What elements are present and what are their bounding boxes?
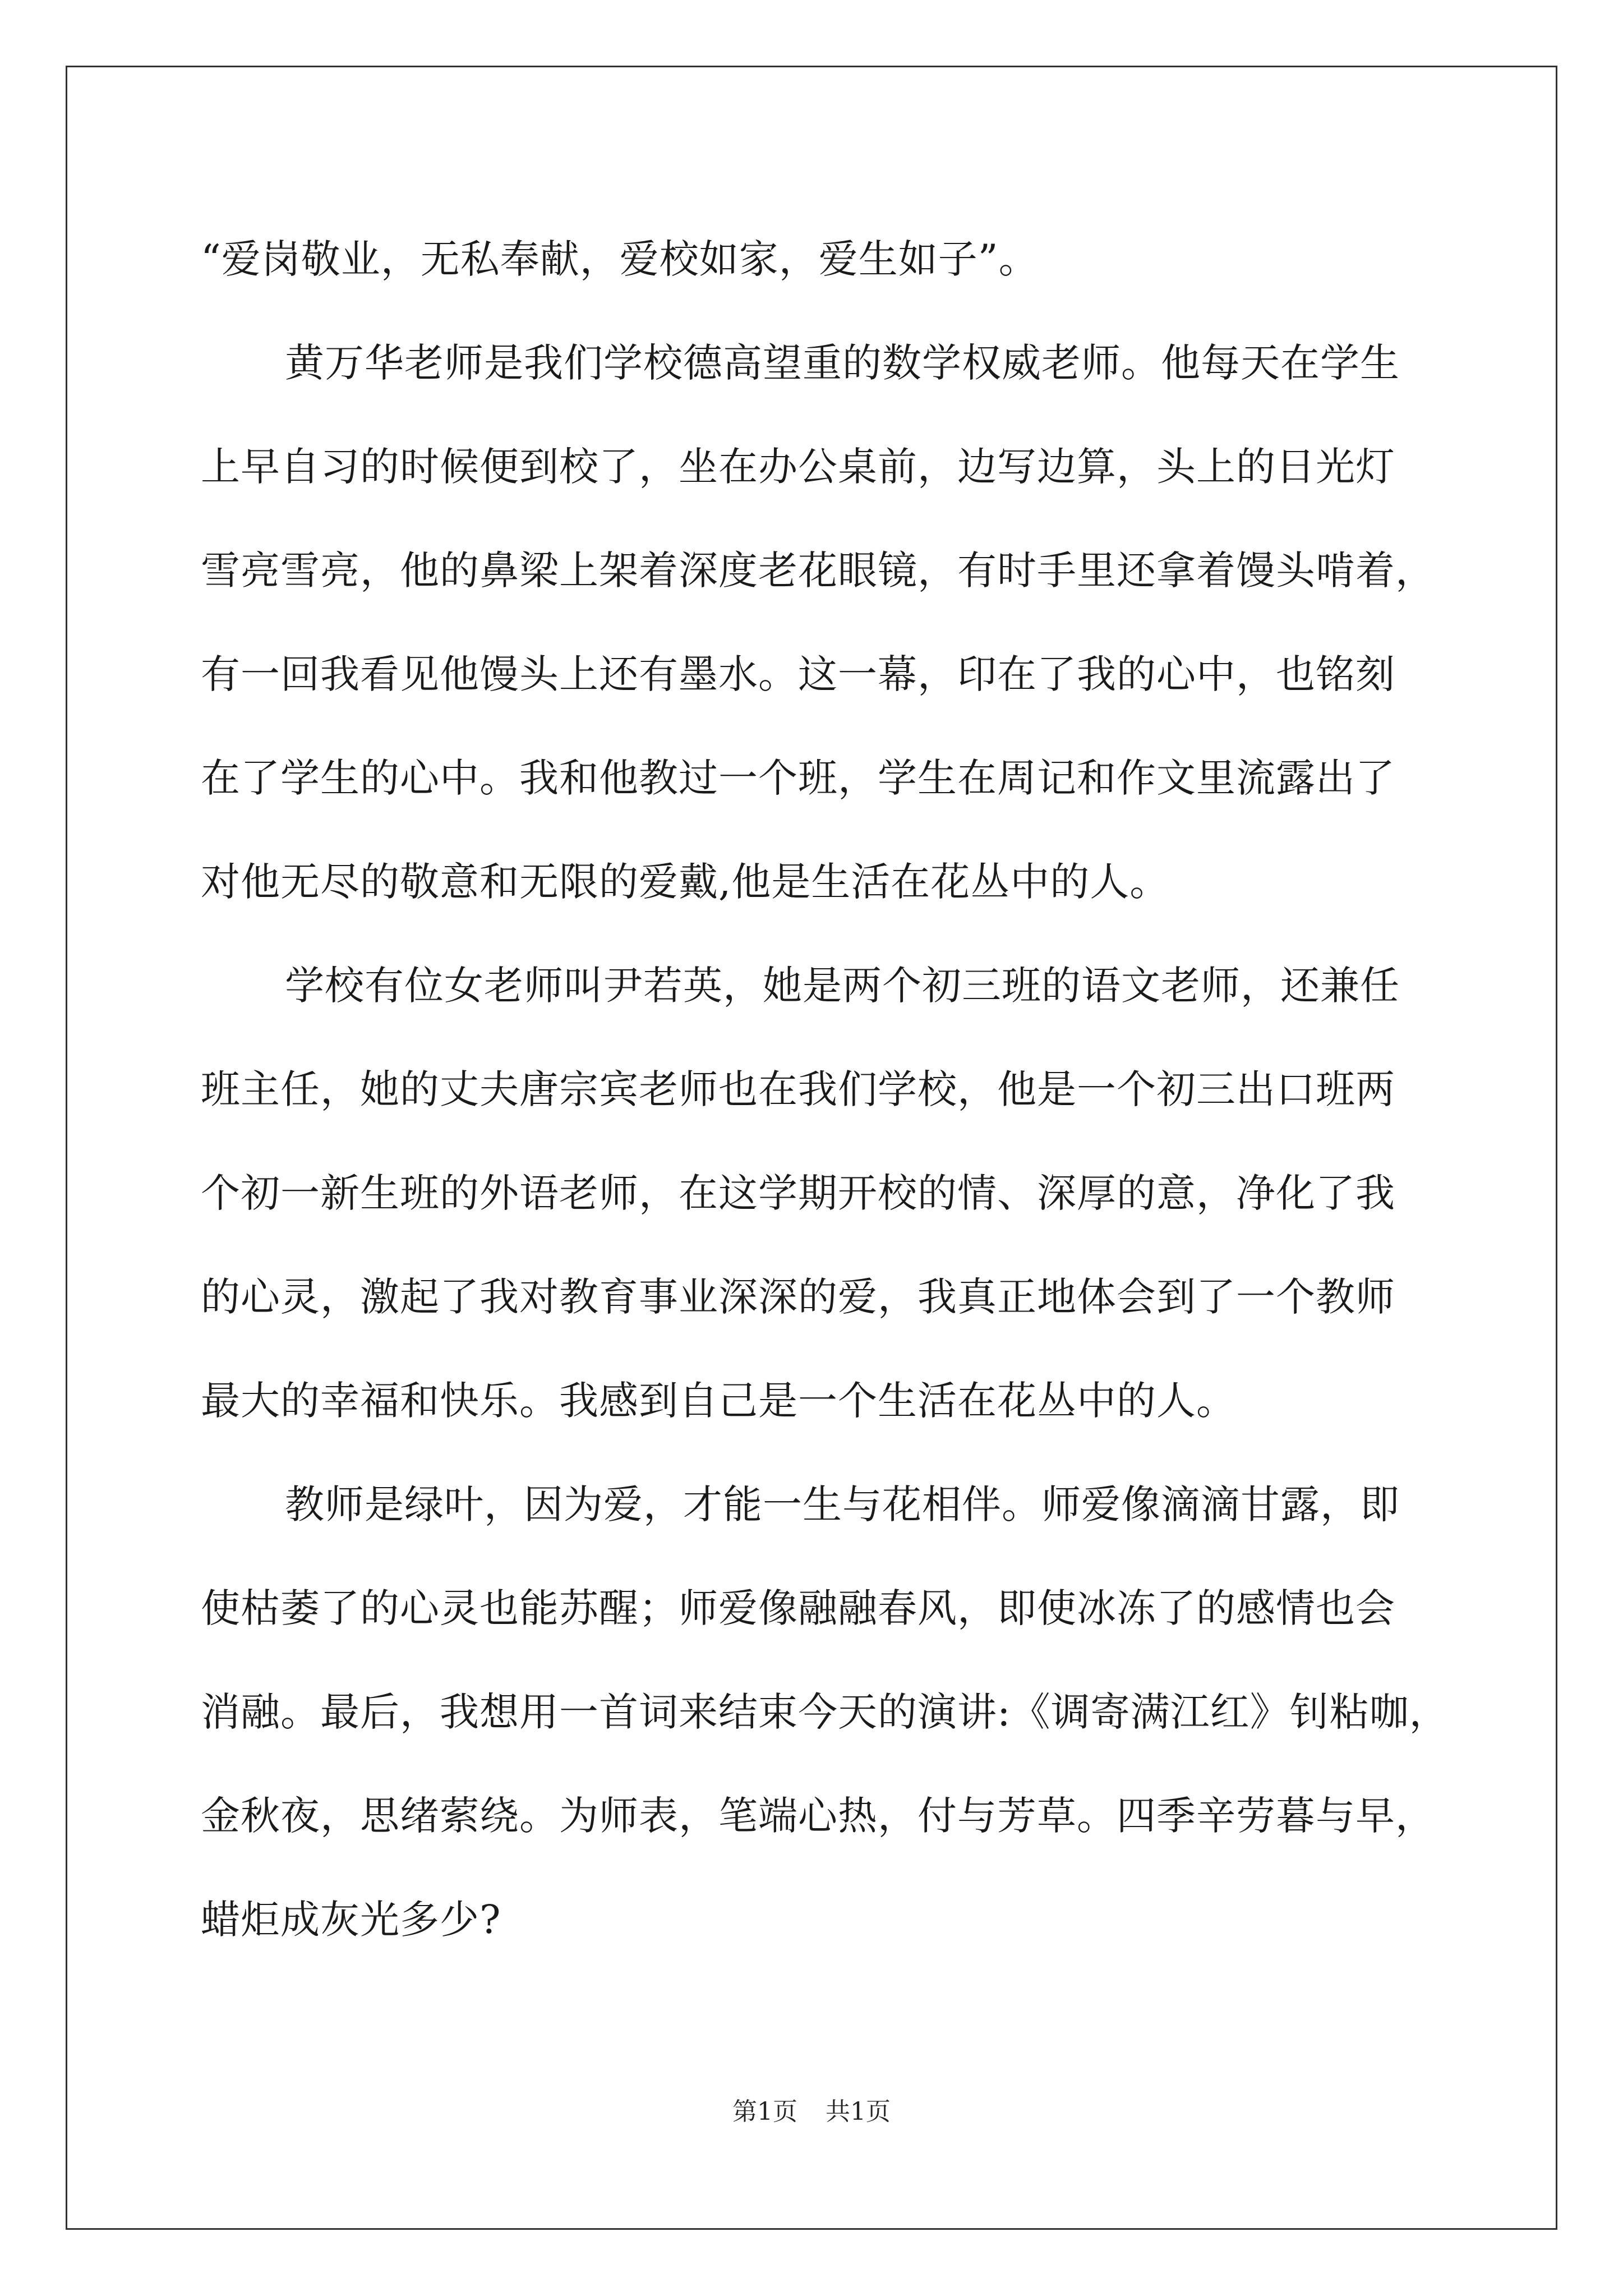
text-line: 黄万华老师是我们学校德高望重的数学权威老师。他每天在学生	[285, 340, 1400, 386]
text-line: 学校有位女老师叫尹若英，她是两个初三班的语文老师，还兼任	[285, 963, 1400, 1009]
page-footer	[0, 2095, 1623, 2129]
text-line: 雪亮雪亮，他的鼻梁上架着深度老花眼镜，有时手里还拿着馒头啃着，	[201, 547, 1435, 593]
text-line: 教师是绿叶，因为爱，才能一生与花相伴。师爱像滴滴甘露，即	[285, 1481, 1400, 1527]
text-line: “爱岗敬业，无私奉献，爱校如家，爱生如子”。	[201, 236, 1039, 282]
text-line: 的心灵，激起了我对教育事业深深的爱，我真正地体会到了一个教师	[201, 1274, 1395, 1320]
text-line: 个初一新生班的外语老师，在这学期开校的情、深厚的意，净化了我	[201, 1170, 1395, 1216]
text-line: 金秋夜，思绪萦绕。为师表，笔端心热，付与芳草。四季辛劳暮与早，	[201, 1793, 1435, 1839]
text-line: 班主任，她的丈夫唐宗宾老师也在我们学校，他是一个初三出口班两	[201, 1066, 1395, 1112]
text-line: 在了学生的心中。我和他教过一个班，学生在周记和作文里流露出了	[201, 755, 1395, 801]
text-line: 消融。最后，我想用一首词来结束今天的演讲:《调寄满江红》钊粘咖，	[201, 1689, 1449, 1735]
document-body	[201, 208, 1449, 1972]
text-line: 有一回我看见他馒头上还有墨水。这一幕，印在了我的心中，也铭刻	[201, 651, 1395, 697]
text-line: 对他无尽的敬意和无限的爱戴,他是生活在花丛中的人。	[201, 859, 1170, 905]
page-total: 共1页	[826, 2097, 891, 2126]
text-line: 使枯萎了的心灵也能苏醒；师爱像融融春风，即使冰冻了的感情也会	[201, 1585, 1395, 1631]
page-number: 第1页	[732, 2097, 797, 2126]
text-line: 上早自习的时候便到校了，坐在办公桌前，边写边算，头上的日光灯	[201, 444, 1395, 490]
text-line: 最大的幸福和快乐。我感到自己是一个生活在花丛中的人。	[201, 1378, 1236, 1424]
text-line: 蜡炬成灰光多少?	[201, 1897, 501, 1943]
